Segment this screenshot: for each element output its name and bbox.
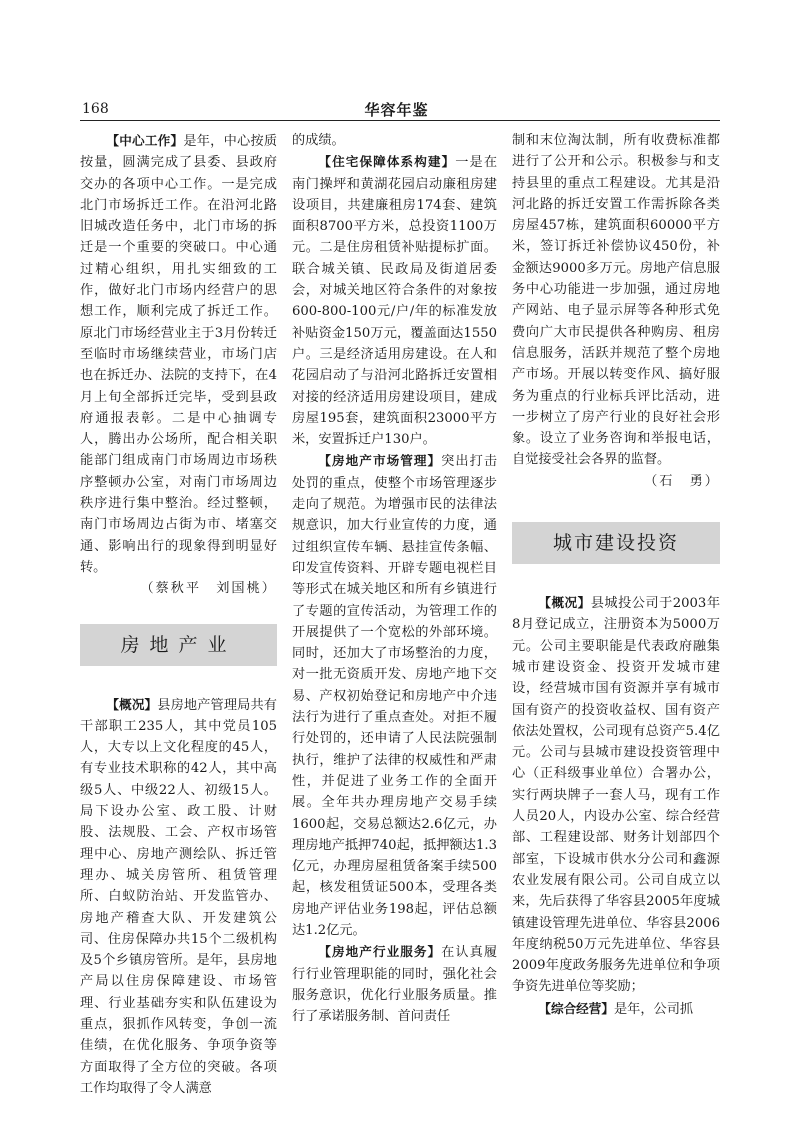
paragraph-housing-security xyxy=(292,151,497,450)
paragraph-real-estate-overview xyxy=(80,694,277,1100)
author-credit: （石 勇） xyxy=(644,473,720,489)
book-title: 华容年鉴 xyxy=(364,101,429,119)
section-title-real-estate: 房地产业 xyxy=(80,624,277,666)
author-credit: （蔡秋平 刘国桃） xyxy=(140,581,277,597)
body-text: 突出打击处罚的重点，使整个市场管理逐步走向了规范。为增强市民的法律法规意识，加大行业宣传的力度，通过组织宣传车辆、悬挂宣传条幅、印发宣传资料、开辟专题电视栏目等形式在城关地区和所有乡镇进行了专题的宣传活动，为管理工作的开展提供了一个宽松的外部环境。同时，还加大了市场整治的力度，对一批无资质开发、房地产地下交易、产权初始登记和房地产中介违法行为进行了重点查处。对拒不履行处罚的，还申请了人民法院强制执行，维护了法律的权威性和严肃性，并促进了业务工作的全面开展。全年共办理房地产交易手续1600起，交易总额达2.6亿元，办理房地产抵押740起，抵押额达1.3亿元，办理房屋租赁备案手续500起，核发租赁证500本，受理各类房地产评估业务198起，评估总额达1.2亿元。 xyxy=(292,454,498,938)
subheading-overview: 【概况】 xyxy=(106,696,158,712)
paragraph-urban-investment-overview xyxy=(512,592,720,998)
paragraph-industry-service xyxy=(292,941,497,1027)
column-1 xyxy=(80,130,277,1099)
subheading-comprehensive-operation: 【综合经营】 xyxy=(538,1000,614,1016)
body-text: 是年，公司抓 xyxy=(613,1001,694,1017)
subheading-market-management: 【房地产市场管理】 xyxy=(318,453,442,469)
subheading-industry-service: 【房地产行业服务】 xyxy=(318,944,442,960)
body-text: 是年，中心按质按量，圆满完成了县委、县政府交办的各项中心工作。一是完成北门市场拆迁工作。在沿河北路旧城改造任务中，北门市场的拆迁是一个重要的突破口。中心通过精心组织，用扎实细致的工作，做好北门市场内经营户的思想工作，顺利完成了拆迁工作。原北门市场经营业主于3月份转迁至临时市场继续营业，市场门店也在拆迁办、法院的支持下，在4月上旬全部拆迁完毕，受到县政府通报表彰。二是中心抽调专人，腾出办公场所，配合相关职能部门组成南门市场周边市场秩序整顿办公室，对南门市场周边秩序进行集中整治。经过整顿，南门市场周边占街为市、堵塞交通、影响出行的现象得到明显好转。 xyxy=(80,134,278,575)
body-text: 在认真履行行业管理职能的同时，强化社会服务意识，优化行业服务质量。推行了承诺服务制、首问责任 xyxy=(292,945,498,1025)
header-rule xyxy=(80,120,720,121)
subheading-center-work: 【中心工作】 xyxy=(106,133,184,148)
paragraph-comprehensive-operation xyxy=(512,998,720,1020)
body-text: 县房地产管理局共有干部职工235人，其中党员105人，大专以上文化程度的45人，有专业技术职称的42人，其中高级5人、中级22人、初级15人。局下设办公室、政工股、计财股、法规股、工会、产权市场管理中心、房地产测绘队、拆迁管理办、城关房管所、租赁管理所、白蚁防治站、开发监管办、房地产稽查大队、开发建筑公司、住房保障办共15个二级机构及5个乡镇房管所。是年，县房地产局以住房保障建设、市场管理、行业基础夯实和队伍建设为重点，狠抓作风转变，争创一流佳绩，在优化服务、争项争资等方面取得了全方位的突破。各项工作均取得了令人满意 xyxy=(80,697,277,1096)
section-title-urban-investment: 城市建设投资 xyxy=(512,522,720,564)
subheading-overview: 【概况】 xyxy=(538,595,591,611)
body-text: 县城投公司于2003年8月登记成立，注册资本为5000万元。公司主要职能是代表政府融集城市建设资金、投资开发城市建设，经营城市国有资源并享有城市国有资产的投资收益权、国有资产依法处置权，公司现有总资产5.4亿元。公司与县城市建设投资管理中心（正科级事业单位）合署办公，实行两块牌子一套人马，现有工作人员20人，内设办公室、综合经营部、工程建设部、财务计划部四个部室，下设城市供水分公司和鑫源农业发展有限公司。公司自成立以来，先后获得了华容县2005年度城镇建设管理先进单位、华容县2006年度纳税50万元先进单位、华容县2009年度政务服务先进单位和争项争资先进单位等奖励； xyxy=(512,596,721,995)
paragraph-continuation: 制和末位淘汰制，所有收费标准都进行了公开和公示。积极参与和支持县里的重点工程建设。尤其是沿河北路的拆迁安置工作需拆除各类房屋457栋，建筑面积60000平方米，签订拆迁补偿协议450份，补金额达9000多万元。房地产信息服务中心功能进一步加强，通过房地产网站、电子显示屏等各种形式免费向广大市民提供各种购房、租房信息服务，活跃并规范了整个房地产市场。开展以转变作风、搞好服务为重点的行业标兵评比活动，进一步树立了房产行业的良好社会形象。设立了业务咨询和举报电话，自觉接受社会各界的监督。 xyxy=(512,133,720,468)
paragraph-center-work xyxy=(80,130,277,578)
column-2 xyxy=(292,130,497,1027)
column-3 xyxy=(512,130,720,1020)
page-number: 168 xyxy=(82,101,109,117)
paragraph-market-management xyxy=(292,450,497,941)
body-text: 一是在南门操坪和黄湖花园启动廉租房建设项目，共建廉租房174套、建筑面积8700平方米，总投资1100万元。二是住房租赁补贴提标扩面。联合城关镇、民政局及街道居委会，对城关地区符合条件的对象按600-800-100元/户/年的标准发放补贴资金150万元，覆盖面达1550户。三是经济适用房建设。在人和花园启动了与沿河北路拆迁安置相对接的经济适用房建设项目，建成房屋195套，建筑面积23000平方米，安置拆迁户130户。 xyxy=(292,155,498,448)
paragraph-continuation: 的成绩。 xyxy=(292,133,345,148)
subheading-housing-security: 【住宅保障体系构建】 xyxy=(318,154,456,170)
